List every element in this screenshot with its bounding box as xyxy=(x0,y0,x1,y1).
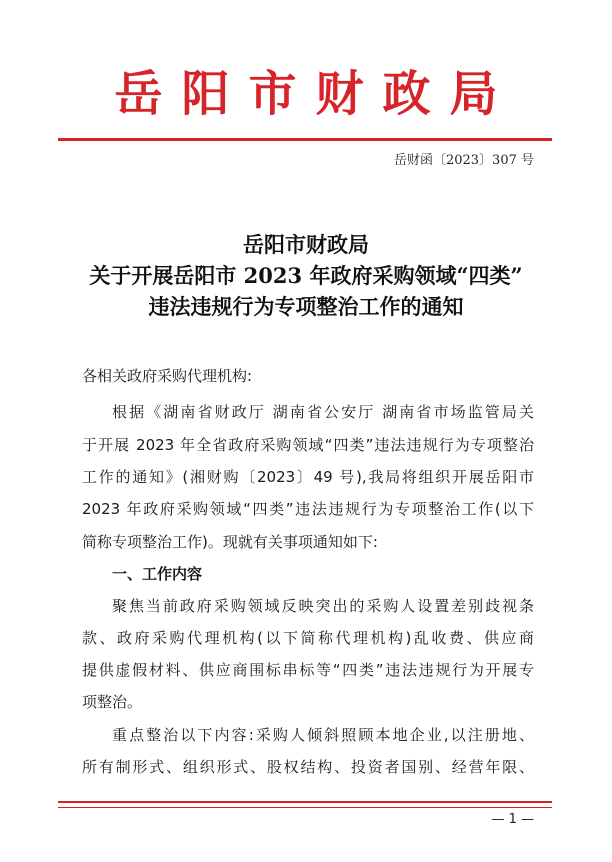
paragraph-1-line-5: 简称专项整治工作)。现就有关事项通知如下: xyxy=(82,533,378,551)
paragraph-3-line-1: 重点整治以下内容:采购人倾斜照顾本地企业,以注册地、 xyxy=(112,726,534,744)
section-1-heading: 一、工作内容 xyxy=(112,565,203,583)
paragraph-1-line-4: 2023 年政府采购领域“四类”违法违规行为专项整治工作(以下 xyxy=(82,500,534,518)
paragraph-1-line-3: 工作的通知》(湘财购〔2023〕49 号),我局将组织开展岳阳市 xyxy=(82,468,534,486)
notice-title-line-1: 岳阳市财政局 xyxy=(243,232,369,257)
paragraph-2-line-1: 聚焦当前政府采购领域反映突出的采购人设置差别歧视条 xyxy=(112,597,534,615)
notice-title-line-3: 违法违规行为专项整治工作的通知 xyxy=(148,294,464,319)
paragraph-2-line-3: 提供虚假材料、供应商围标串标等“四类”违法违规行为开展专 xyxy=(82,661,534,679)
document-number: 岳财函〔2023〕307 号 xyxy=(393,153,534,168)
paragraph-3-line-2: 所有制形式、组织形式、股权结构、投资者国别、经营年限、 xyxy=(82,758,534,776)
footer-red-rule-thin xyxy=(58,807,552,808)
paragraph-1-line-2: 于开展 2023 年全省政府采购领域“四类”违法违规行为专项整治 xyxy=(82,436,534,454)
agency-header-title: 岳阳市财政局 xyxy=(114,66,517,122)
header-red-rule xyxy=(58,138,552,141)
page-number: — 1 — xyxy=(491,812,534,827)
paragraph-1-line-1: 根据《湖南省财政厅 湖南省公安厅 湖南省市场监管局关 xyxy=(112,403,534,421)
paragraph-2-line-2: 款、政府采购代理机构(以下简称代理机构)乱收费、供应商 xyxy=(82,629,534,647)
notice-title-line-2: 关于开展岳阳市 2023 年政府采购领域“四类” xyxy=(89,263,523,288)
salutation: 各相关政府采购代理机构: xyxy=(82,367,253,385)
paragraph-2-line-4: 项整治。 xyxy=(82,693,143,711)
footer-red-rule-thick xyxy=(58,801,552,803)
